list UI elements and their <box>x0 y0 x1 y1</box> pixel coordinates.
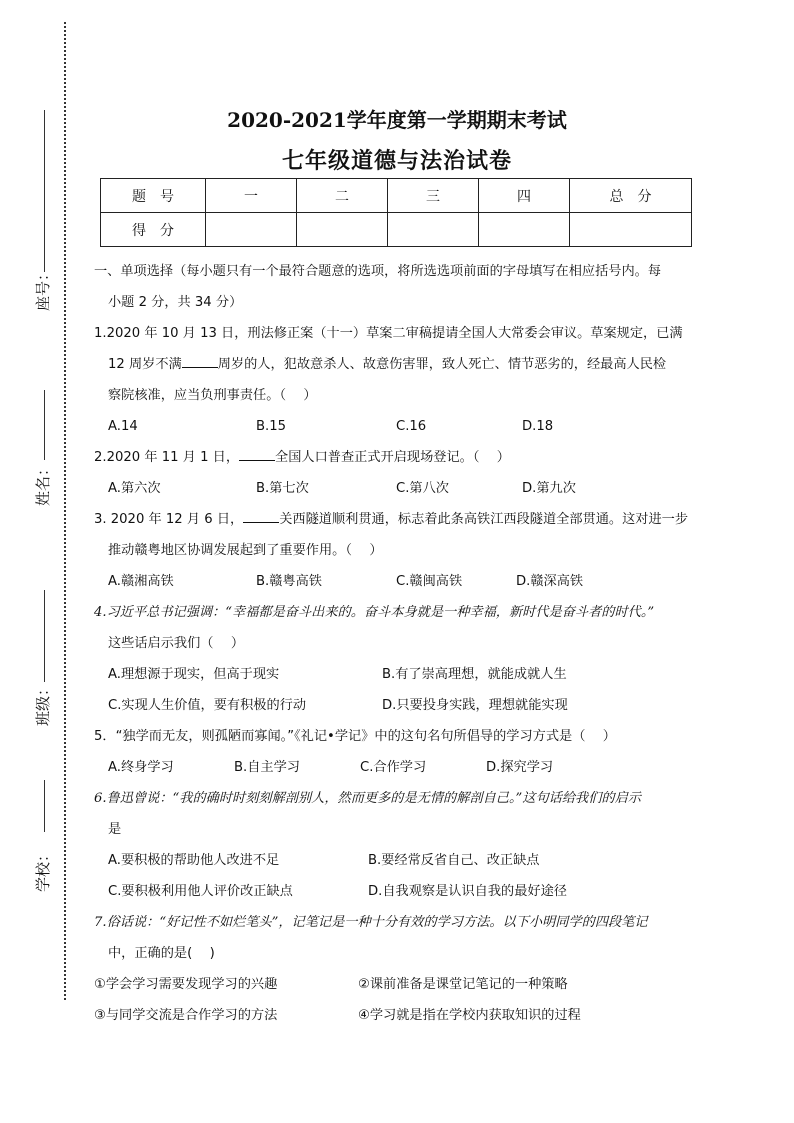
q1-stem-2a: 12 周岁不满 <box>108 357 182 372</box>
score-cell[interactable] <box>206 213 297 247</box>
section-heading: 一、单项选择（每小题只有一个最符合题意的选项，将所选选项前面的字母填写在相应括号内。每 <box>94 264 662 279</box>
exam-title: 2020-2021学年度第一学期期末考试 <box>227 108 567 132</box>
header-cell: 一 <box>206 179 297 213</box>
option[interactable]: A.终身学习 <box>108 760 174 775</box>
score-cell[interactable] <box>479 213 570 247</box>
score-entry-row <box>101 213 692 247</box>
header-cell: 四 <box>479 179 570 213</box>
class-field[interactable] <box>30 560 56 740</box>
header-cell: 二 <box>297 179 388 213</box>
school-underline <box>44 780 45 832</box>
note-item: ④学习就是指在学校内获取知识的过程 <box>358 1008 581 1023</box>
option[interactable]: C.第八次 <box>396 481 449 496</box>
name-label: 姓名： <box>34 460 52 506</box>
exam-subtitle: 七年级道德与法治试卷 <box>281 148 512 174</box>
name-underline <box>44 390 45 460</box>
option[interactable]: A.赣湘高铁 <box>108 574 174 589</box>
option[interactable]: D.赣深高铁 <box>516 574 584 589</box>
note-item: ③与同学交流是合作学习的方法 <box>94 1008 278 1023</box>
option[interactable]: A.14 <box>108 419 138 434</box>
question-content <box>94 256 706 1031</box>
q1-stem: 1.2020 年 10 月 13 日，刑法修正案（十一）草案二审稿提请全国人大常委会审议。草案规定，已满 <box>94 326 683 341</box>
q1-options <box>94 411 706 442</box>
score-row-label: 得 分 <box>101 213 206 247</box>
option[interactable]: D.只要投身实践，理想就能实现 <box>382 698 568 713</box>
q6-stem-2: 是 <box>108 822 122 837</box>
header-cell: 总 分 <box>570 179 692 213</box>
q3-blank[interactable] <box>243 508 279 523</box>
option[interactable]: A.第六次 <box>108 481 161 496</box>
q1-blank[interactable] <box>182 353 218 368</box>
option[interactable]: B.第七次 <box>256 481 309 496</box>
q3-options <box>94 566 706 597</box>
q4-options-row1 <box>94 659 706 690</box>
option[interactable]: D.第九次 <box>522 481 576 496</box>
seat-label: 座号： <box>34 265 52 311</box>
option[interactable]: A.理想源于现实，但高于现实 <box>108 667 280 682</box>
header-cell: 题 号 <box>101 179 206 213</box>
option[interactable]: D.自我观察是认识自我的最好途径 <box>368 884 567 899</box>
seat-underline <box>44 110 45 272</box>
option[interactable]: C.要积极利用他人评价改正缺点 <box>108 884 293 899</box>
option[interactable]: D.探究学习 <box>486 760 554 775</box>
q3-stem <box>94 504 706 535</box>
q6-options-row2 <box>94 876 706 907</box>
q2-stem-b: 全国人口普查正式开启现场登记。（ ） <box>275 450 510 465</box>
q6-options-row1 <box>94 845 706 876</box>
option[interactable]: C.实现人生价值，要有积极的行动 <box>108 698 307 713</box>
option[interactable]: B.赣粤高铁 <box>256 574 322 589</box>
option[interactable]: C.16 <box>396 419 427 434</box>
q4-stem: 4.习近平总书记强调：“幸福都是奋斗出来的。奋斗本身就是一种幸福，新时代是奋斗者的时代。” <box>94 605 655 620</box>
q1-stem-2 <box>94 349 706 380</box>
q3-stem-2: 推动赣粤地区协调发展起到了重要作用。（ ） <box>108 543 383 558</box>
q6-stem: 6.鲁迅曾说：“我的确时时刻刻解剖别人，然而更多的是无情的解剖自己。”这句话给我们的启示 <box>94 791 641 806</box>
note-item: ①学会学习需要发现学习的兴趣 <box>94 977 278 992</box>
score-table <box>100 178 692 247</box>
q5-options <box>94 752 706 783</box>
q2-stem-a: 2.2020 年 11 月 1 日， <box>94 450 240 465</box>
class-label: 班级： <box>34 680 52 726</box>
score-header-row <box>101 179 692 213</box>
score-cell[interactable] <box>297 213 388 247</box>
option[interactable]: B.自主学习 <box>234 760 300 775</box>
school-label: 学校： <box>34 846 52 892</box>
option[interactable]: B.要经常反省自己、改正缺点 <box>368 853 540 868</box>
school-field[interactable] <box>30 780 56 920</box>
section-heading-cont: 小题 2 分，共 34 分） <box>108 295 243 310</box>
q2-options <box>94 473 706 504</box>
score-cell[interactable] <box>570 213 692 247</box>
option[interactable]: A.要积极的帮助他人改进不足 <box>108 853 280 868</box>
note-item: ②课前准备是课堂记笔记的一种策略 <box>358 977 568 992</box>
header-cell: 三 <box>388 179 479 213</box>
q4-options-row2 <box>94 690 706 721</box>
q3-stem-a: 3. 2020 年 12 月 6 日， <box>94 512 244 527</box>
q7-stem-2: 中，正确的是( ) <box>108 946 215 961</box>
option[interactable]: C.赣闽高铁 <box>396 574 463 589</box>
q7-notes-row2 <box>94 1000 706 1031</box>
q3-stem-b: 关西隧道顺利贯通，标志着此条高铁江西段隧道全部贯通。这对进一步 <box>279 512 689 527</box>
q4-stem-2: 这些话启示我们（ ） <box>108 636 245 651</box>
option[interactable]: B.15 <box>256 419 287 434</box>
name-field[interactable] <box>30 390 56 530</box>
q1-stem-2b: 周岁的人，犯故意杀人、故意伤害罪，致人死亡、情节恶劣的，经最高人民检 <box>217 357 667 372</box>
option[interactable]: D.18 <box>522 419 554 434</box>
q5-stem: 5．“独学而无友，则孤陋而寡闻。”《礼记•学记》中的这句名句所倡导的学习方式是（ ） <box>94 729 616 744</box>
q1-stem-3: 察院核准，应当负刑事责任。（ ） <box>108 388 317 403</box>
option[interactable]: C.合作学习 <box>360 760 427 775</box>
q2-stem <box>94 442 706 473</box>
class-underline <box>44 590 45 682</box>
q7-stem: 7.俗话说：“好记性不如烂笔头”，记笔记是一种十分有效的学习方法。以下小明同学的四段笔记 <box>94 915 648 930</box>
score-cell[interactable] <box>388 213 479 247</box>
option[interactable]: B.有了崇高理想，就能成就人生 <box>382 667 567 682</box>
q7-notes-row1 <box>94 969 706 1000</box>
q2-blank[interactable] <box>239 446 275 461</box>
